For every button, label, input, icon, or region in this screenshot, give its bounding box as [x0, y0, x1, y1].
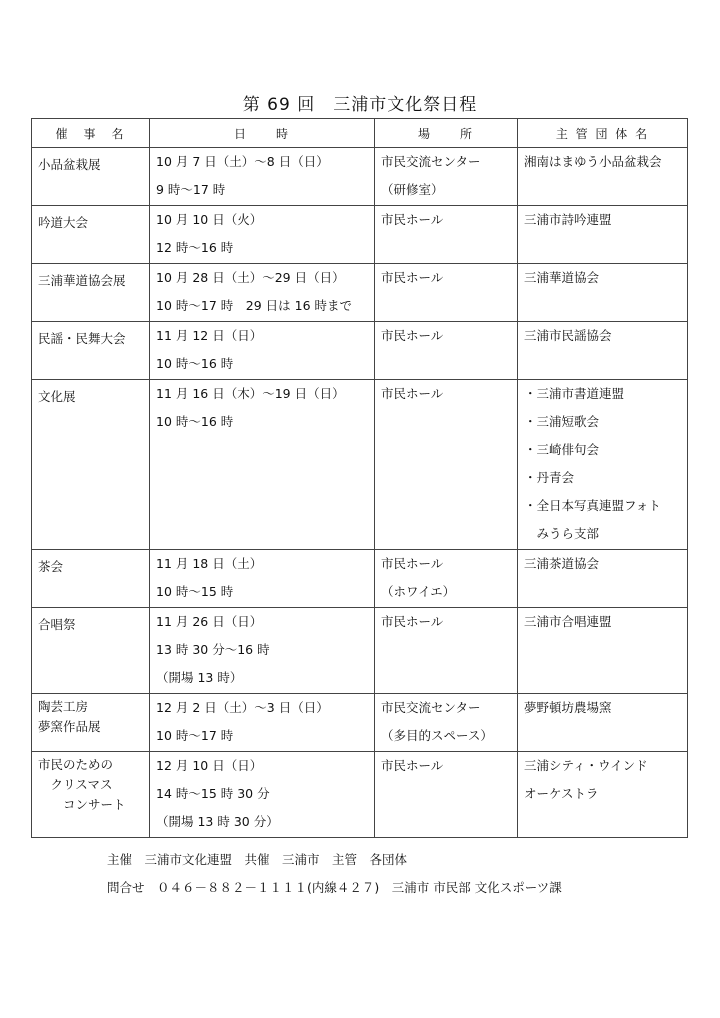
cell-line: （開場 13 時）: [156, 670, 243, 685]
cell-line: 市民ホール: [381, 758, 444, 773]
cell-place: [375, 264, 518, 322]
cell-line: （研修室）: [381, 182, 444, 197]
cell-line: 夢窯作品展: [38, 719, 101, 734]
cell-place: [375, 550, 518, 608]
table-row: [32, 694, 688, 752]
table-row: [32, 608, 688, 694]
cell-event: [32, 264, 150, 322]
cell-line: （ホワイエ）: [381, 584, 456, 599]
cell-line: 民謡・民舞大会: [38, 331, 126, 346]
cell-line: 10 時～16 時: [156, 356, 234, 371]
footer-contact: 問合せ ０４６－８８２－１１１１(内線４２７) 三浦市 市民部 文化スポーツ課: [107, 880, 562, 895]
cell-line: 市民のための: [38, 757, 114, 772]
cell-line: 11 月 12 日（日）: [156, 328, 263, 343]
cell-line: 湘南はまゆう小品盆栽会: [524, 154, 662, 169]
cell-datetime: [150, 608, 375, 694]
table-row: [32, 752, 688, 838]
cell-event: [32, 608, 150, 694]
page-title: 第 69 回 三浦市文化祭日程: [242, 95, 478, 115]
table-header-row: [32, 119, 688, 148]
cell-line: 12 時～16 時: [156, 240, 234, 255]
table-row: [32, 380, 688, 550]
table-row: [32, 322, 688, 380]
cell-place: [375, 752, 518, 838]
cell-line: 13 時 30 分～16 時: [156, 642, 270, 657]
cell-line: 市民ホール: [381, 556, 444, 571]
cell-event: [32, 694, 150, 752]
cell-line: 9 時～17 時: [156, 182, 226, 197]
cell-line: 夢野頓坊農場窯: [524, 700, 612, 715]
cell-line: みうら支部: [524, 526, 600, 541]
cell-datetime: [150, 264, 375, 322]
cell-line: 12 月 2 日（土）～3 日（日）: [156, 700, 329, 715]
schedule-table: [31, 118, 688, 838]
cell-line: 市民ホール: [381, 328, 444, 343]
cell-line: 10 時～15 時: [156, 584, 234, 599]
cell-datetime: [150, 322, 375, 380]
cell-organizer: [518, 380, 688, 550]
cell-place: [375, 206, 518, 264]
cell-event: [32, 206, 150, 264]
cell-datetime: [150, 550, 375, 608]
cell-line: 11 月 18 日（土）: [156, 556, 263, 571]
cell-line: （多目的スペース）: [381, 728, 493, 743]
header-place: 場 所: [375, 119, 518, 148]
header-datetime: 日 時: [150, 119, 375, 148]
cell-line: 12 月 10 日（日）: [156, 758, 263, 773]
cell-place: [375, 380, 518, 550]
cell-line: 11 月 16 日（木）～19 日（日）: [156, 386, 345, 401]
cell-line: オーケストラ: [524, 786, 599, 801]
cell-line: 10 月 28 日（土）～29 日（日）: [156, 270, 345, 285]
cell-line: 市民ホール: [381, 386, 444, 401]
footer-sponsors: 主催 三浦市文化連盟 共催 三浦市 主管 各団体: [107, 852, 408, 867]
cell-line: 10 時～17 時 29 日は 16 時まで: [156, 298, 352, 313]
cell-line: ・全日本写真連盟フォト: [524, 498, 661, 513]
cell-line: クリスマス: [38, 777, 113, 792]
cell-datetime: [150, 694, 375, 752]
cell-place: [375, 148, 518, 206]
cell-organizer: [518, 148, 688, 206]
cell-line: 三浦茶道協会: [524, 556, 600, 571]
cell-place: [375, 694, 518, 752]
cell-organizer: [518, 608, 688, 694]
cell-line: 10 時～16 時: [156, 414, 234, 429]
cell-place: [375, 322, 518, 380]
cell-place: [375, 608, 518, 694]
cell-line: 三浦華道協会展: [38, 273, 126, 288]
cell-line: 三浦華道協会: [524, 270, 600, 285]
cell-line: 陶芸工房: [38, 699, 89, 714]
cell-line: 合唱祭: [38, 617, 76, 632]
cell-line: 吟道大会: [38, 215, 89, 230]
cell-line: 市民ホール: [381, 270, 444, 285]
cell-line: 三浦市民謡協会: [524, 328, 612, 343]
cell-datetime: [150, 380, 375, 550]
cell-line: 11 月 26 日（日）: [156, 614, 263, 629]
cell-organizer: [518, 322, 688, 380]
cell-datetime: [150, 148, 375, 206]
cell-line: 市民ホール: [381, 212, 444, 227]
cell-line: 14 時～15 時 30 分: [156, 786, 270, 801]
cell-line: 市民ホール: [381, 614, 444, 629]
cell-organizer: [518, 694, 688, 752]
cell-line: ・三崎俳句会: [524, 442, 600, 457]
cell-line: 市民交流センター: [381, 700, 481, 715]
cell-datetime: [150, 752, 375, 838]
cell-organizer: [518, 264, 688, 322]
cell-event: [32, 148, 150, 206]
cell-line: 市民交流センター: [381, 154, 481, 169]
cell-line: 三浦市詩吟連盟: [524, 212, 612, 227]
cell-organizer: [518, 752, 688, 838]
cell-line: 茶会: [38, 559, 64, 574]
cell-event: [32, 752, 150, 838]
cell-line: 文化展: [38, 389, 76, 404]
table-row: [32, 264, 688, 322]
table-row: [32, 550, 688, 608]
cell-datetime: [150, 206, 375, 264]
cell-line: ・三浦市書道連盟: [524, 386, 625, 401]
table-body: [32, 148, 688, 838]
cell-line: （開場 13 時 30 分）: [156, 814, 279, 829]
cell-organizer: [518, 206, 688, 264]
cell-event: [32, 550, 150, 608]
cell-line: 10 月 7 日（土）～8 日（日）: [156, 154, 329, 169]
cell-organizer: [518, 550, 688, 608]
table-row: [32, 206, 688, 264]
table-row: [32, 148, 688, 206]
header-organizer: 主 管 団 体 名: [518, 119, 688, 148]
cell-event: [32, 380, 150, 550]
cell-line: 小品盆栽展: [38, 157, 101, 172]
cell-line: ・丹青会: [524, 470, 575, 485]
cell-line: 10 時～17 時: [156, 728, 234, 743]
cell-line: 10 月 10 日（火）: [156, 212, 263, 227]
cell-line: 三浦シティ・ウインド: [524, 758, 648, 773]
header-event: 催 事 名: [32, 119, 150, 148]
cell-line: ・三浦短歌会: [524, 414, 600, 429]
cell-line: コンサート: [38, 797, 126, 812]
cell-line: 三浦市合唱連盟: [524, 614, 612, 629]
cell-event: [32, 322, 150, 380]
